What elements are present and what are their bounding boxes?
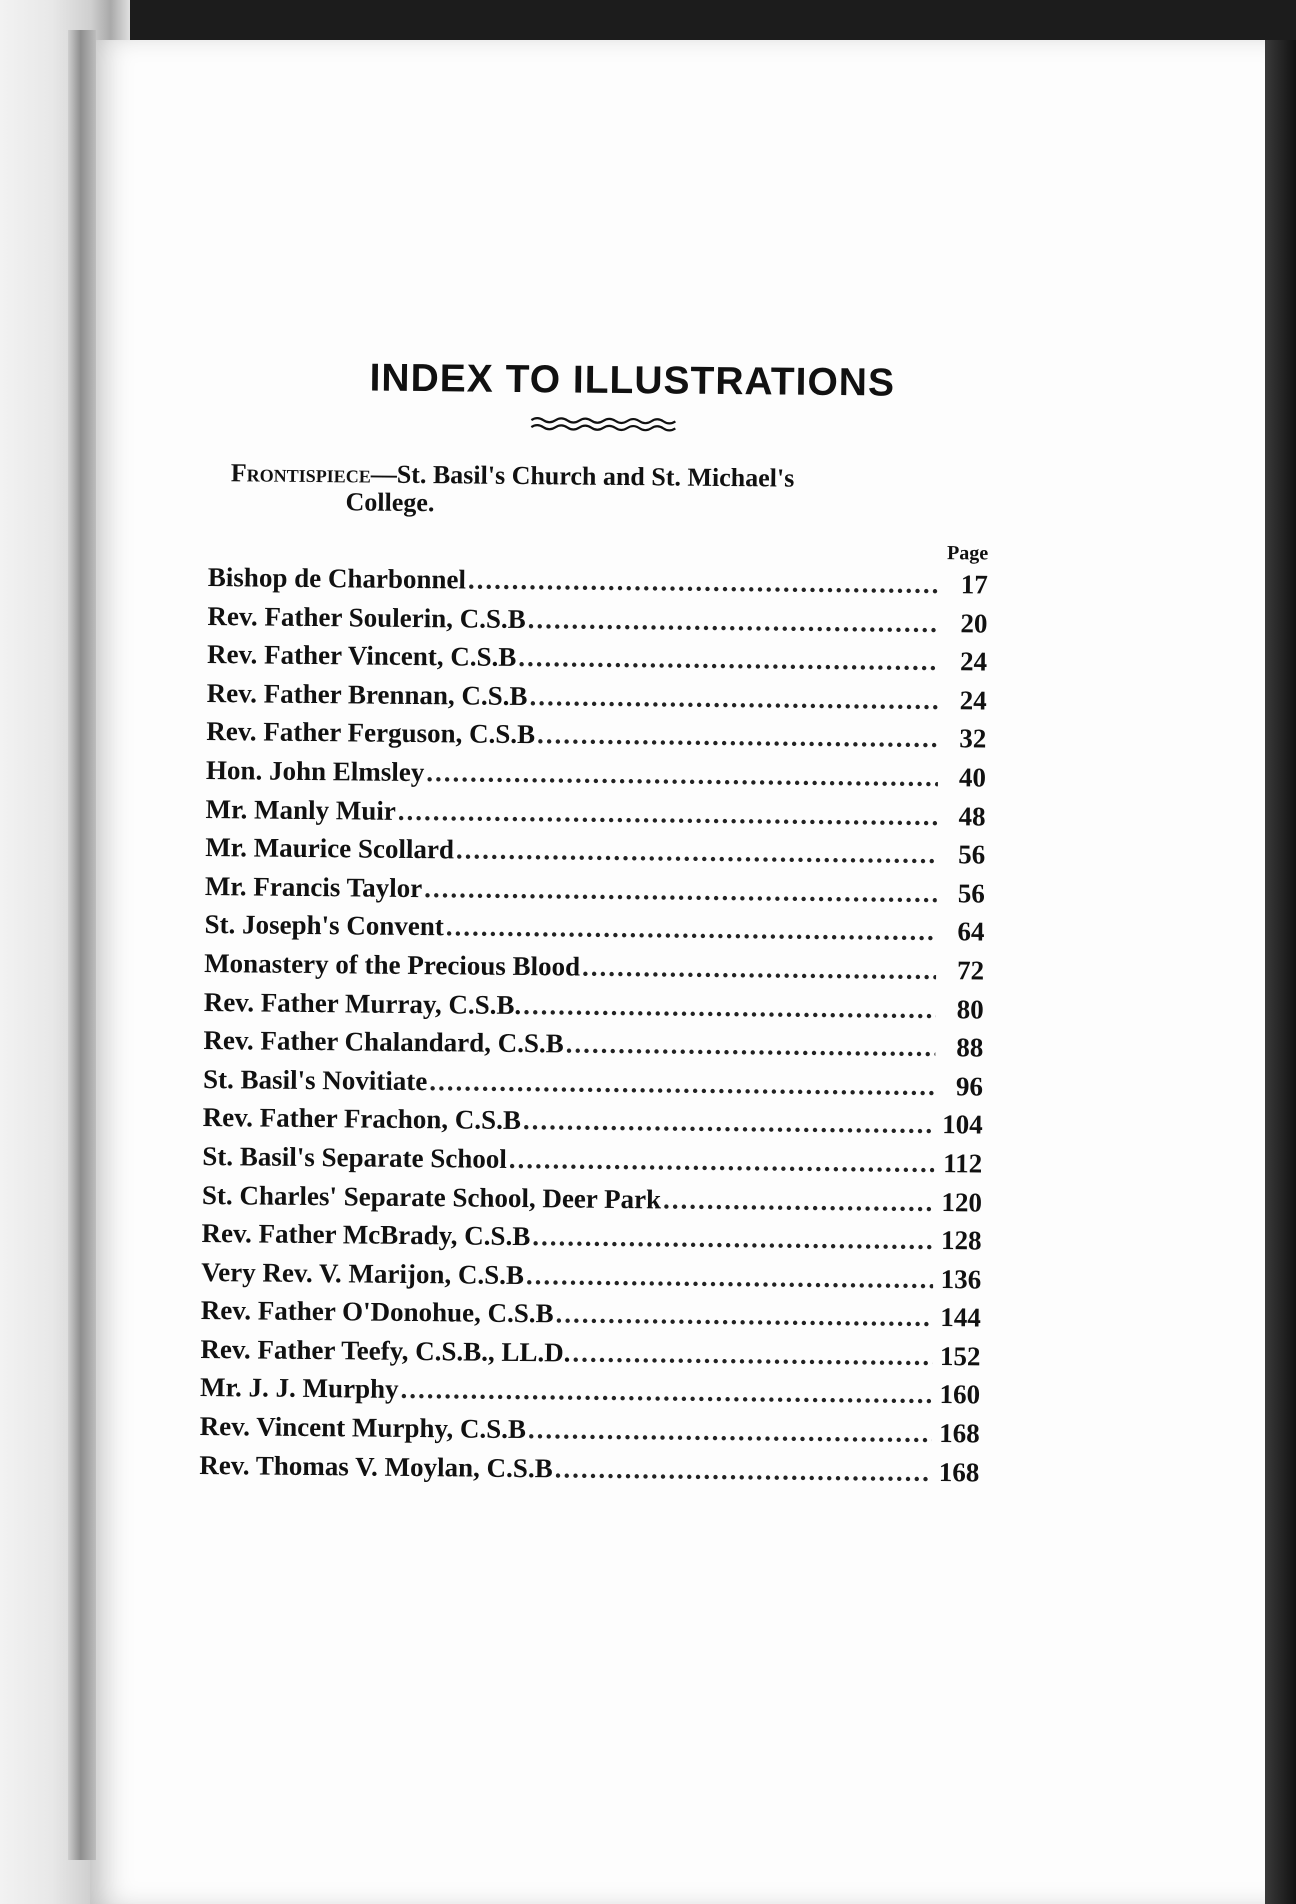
dot-leader [456, 831, 938, 874]
dot-leader [446, 908, 937, 951]
entry-name: Hon. John Elmsley [205, 754, 425, 788]
entry-page: 40 [958, 762, 987, 793]
entry-page: 160 [939, 1379, 981, 1410]
dot-leader [400, 1370, 931, 1414]
entry-name: St. Joseph's Convent [204, 909, 444, 942]
dot-leader [582, 948, 936, 990]
entry-name: Bishop de Charbonnel [207, 561, 467, 595]
entry-page: 112 [943, 1147, 983, 1179]
entry-page: 136 [940, 1263, 982, 1295]
dot-leader [572, 1333, 932, 1375]
entry-name: Mr. Manly Muir [205, 793, 397, 826]
dot-leader [398, 791, 938, 835]
dot-leader [555, 1295, 932, 1337]
entry-name: Rev. Thomas V. Moylan, C.S.B [199, 1449, 553, 1483]
entry-name: Monastery of the Precious Blood [204, 947, 581, 982]
dot-leader [518, 638, 939, 681]
entry-name: Mr. J. J. Murphy [199, 1372, 399, 1405]
entry-page: 96 [955, 1070, 984, 1102]
entry-page: 24 [959, 646, 988, 677]
dot-leader [566, 1025, 936, 1067]
page-gutter [68, 30, 96, 1860]
frontispiece-continuation: College. [345, 487, 435, 518]
dot-leader [429, 1062, 935, 1105]
entry-page: 120 [941, 1186, 983, 1217]
dot-leader [526, 1256, 933, 1298]
entry-name: Rev. Father Teefy, C.S.B., LL.D. [200, 1333, 571, 1368]
dot-leader [523, 1101, 935, 1144]
entry-page: 104 [942, 1109, 983, 1140]
dot-leader [537, 716, 939, 758]
entry-name: Mr. Maurice Scollard [205, 832, 455, 865]
dot-leader [529, 677, 939, 720]
entry-name: Rev. Father Chalandard, C.S.B [203, 1025, 564, 1059]
entry-page: 20 [960, 607, 988, 639]
dot-leader [426, 753, 938, 797]
index-content [199, 355, 990, 1492]
entry-page: 64 [957, 916, 985, 947]
frontispiece-text: —St. Basil's Church and St. Michael's [370, 459, 795, 493]
entry-name: Rev. Father Murray, C.S.B. [203, 986, 522, 1020]
entry-page: 24 [959, 684, 987, 716]
entry-name: St. Charles' Separate School, Deer Park [201, 1179, 662, 1214]
entry-name: Rev. Father Ferguson, C.S.B [206, 716, 536, 750]
entry-page: 88 [956, 1032, 984, 1063]
frontispiece-label: Frontispiece [230, 458, 371, 489]
entry-page: 17 [960, 569, 988, 600]
entry-name: Rev. Father Brennan, C.S.B [206, 677, 528, 711]
entry-name: Rev. Father Soulerin, C.S.B [207, 600, 526, 634]
illustration-list [199, 558, 988, 1492]
entry-name: Mr. Francis Taylor [204, 870, 423, 903]
page-title: INDEX TO ILLUSTRATIONS [369, 356, 896, 405]
entry-page: 168 [939, 1418, 980, 1449]
dot-leader [532, 1217, 933, 1259]
entry-page: 48 [958, 800, 986, 832]
entry-page: 72 [956, 955, 985, 986]
entry-name: Rev. Father Frachon, C.S.B [202, 1102, 522, 1136]
entry-name: Rev. Father O'Donohue, C.S.B [200, 1295, 554, 1329]
dot-leader [523, 986, 936, 1029]
dot-leader [528, 1410, 932, 1452]
entry-page: 32 [959, 723, 987, 754]
page-column-header: Page [946, 542, 989, 565]
entry-page: 144 [940, 1302, 981, 1333]
entry-page: 80 [956, 993, 984, 1024]
frontispiece-entry [230, 459, 989, 522]
dot-leader [528, 600, 940, 643]
entry-name: Very Rev. V. Marijon, C.S.B [201, 1256, 525, 1290]
entry-page: 56 [958, 839, 986, 870]
entry-name: St. Basil's Separate School [202, 1140, 507, 1174]
wavy-ornament [529, 416, 679, 433]
dot-leader [554, 1449, 931, 1491]
entry-page: 128 [940, 1225, 982, 1256]
dot-leader [509, 1140, 935, 1183]
entry-page: 56 [957, 877, 986, 909]
dot-leader [468, 560, 940, 603]
entry-name: Rev. Father McBrady, C.S.B [201, 1218, 531, 1252]
book-edge [1265, 40, 1296, 1904]
entry-page: 152 [939, 1340, 981, 1372]
list-item [199, 1446, 979, 1492]
dot-leader [663, 1180, 934, 1221]
entry-page: 168 [938, 1456, 980, 1488]
dot-leader [424, 869, 937, 913]
entry-name: St. Basil's Novitiate [202, 1063, 428, 1096]
entry-name: Rev. Vincent Murphy, C.S.B [199, 1411, 527, 1445]
entry-name: Rev. Father Vincent, C.S.B [206, 639, 517, 673]
